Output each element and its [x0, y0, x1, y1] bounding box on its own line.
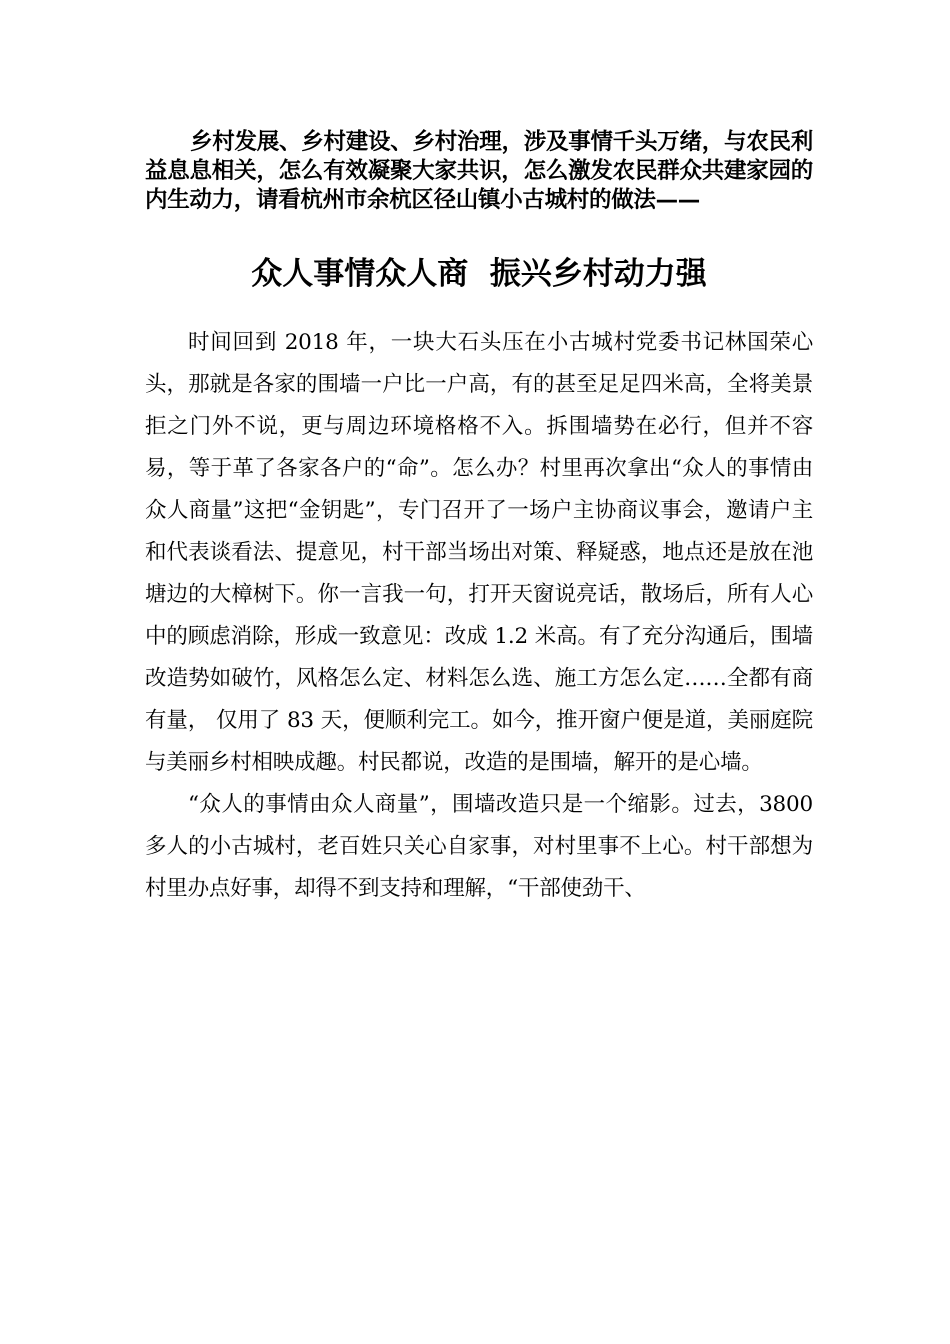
document-page	[145, 128, 813, 910]
body-paragraph-1: 时间回到 2018 年，一块大石头压在小古城村党委书记林国荣心头，那就是各家的围墙一户比一户高，有的甚至足足四米高，全将美景拒之门外不说，更与周边环境格格不入。拆围墙势在必行，但并不容易，等于革了各家各户的“命”。怎么办？村里再次拿出“众人的事情由众人商量”这把“金钥匙”，专门召开了一场户主协商议事会，邀请户主和代表谈看法、提意见，村干部当场出对策、释疑惑，地点还是放在池塘边的大樟树下。你一言我一句，打开天窗说亮话，散场后，所有人心中的顾虑消除，形成一致意见：改成 1.2 米高。有了充分沟通后，围墙改造势如破竹，风格怎么定、材料怎么选、施工方怎么定……全都有商有量， 仅用了 83 天，便顺利完工。如今，推开窗户便是道，美丽庭院与美丽乡村相映成趣。村民都说，改造的是围墙，解开的是心墙。	[145, 330, 813, 775]
body-paragraph-2: “众人的事情由众人商量”，围墙改造只是一个缩影。过去，3800 多人的小古城村，老百姓只关心自家事，对村里事不上心。村干部想为村里办点好事，却得不到支持和理解，“干部使劲干、	[145, 792, 813, 901]
intro-paragraph: 乡村发展、乡村建设、乡村治理，涉及事情千头万绪，与农民利益息息相关，怎么有效凝聚大家共识，怎么激发农民群众共建家园的内生动力，请看杭州市余杭区径山镇小古城村的做法——	[145, 129, 813, 213]
article-title: 众人事情众人商 振兴乡村动力强	[251, 256, 707, 292]
